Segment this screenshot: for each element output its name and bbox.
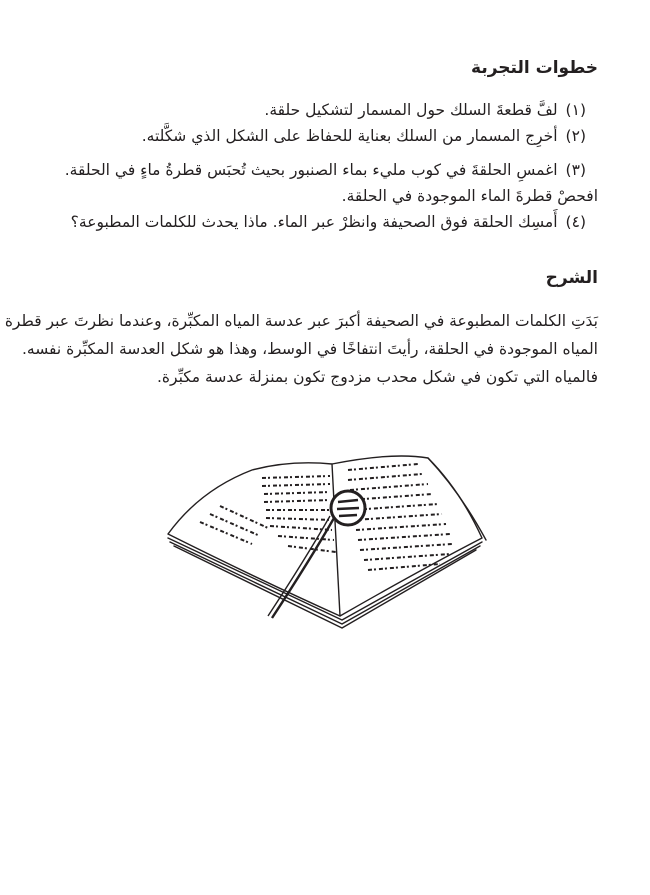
explanation-line: فالمياه التي تكون في شكل محدب مزدوج تكون بمنزلة عدسة مكبِّرة. (156, 368, 598, 386)
step-text: أخرِج المسمار من السلك بعناية للحفاظ على الشكل الذي شكَّلته. (141, 127, 558, 145)
step-item-3 (40, 159, 586, 181)
step-text: أَمسِك الحلقة فوق الصحيفة وانظرْ عبر الماء. ماذا يحدث للكلمات المطبوعة؟ (70, 213, 558, 231)
step-item-3-continuation: افحصْ قطرةَ الماء الموجودة في الحلقة. (341, 187, 598, 205)
step-number: (١) (565, 101, 586, 119)
step-item-1 (40, 99, 586, 121)
steps-heading: خطوات التجربة (471, 58, 598, 78)
step-number: (٣) (565, 161, 586, 179)
explanation-heading: الشرح (545, 268, 598, 288)
step-text: اغمسِ الحلقةَ في كوب مليء بماء الصنبور بحيث تُحبَس قطرةُ ماءٍ في الحلقة. (64, 161, 558, 179)
newspaper-with-wire-loop-magnifier-icon (160, 430, 500, 630)
step-item-2 (40, 125, 586, 147)
step-number: (٢) (565, 127, 586, 145)
step-text: لفَّ قطعةَ السلك حول المسمار لتشكيل حلقة. (264, 101, 558, 119)
step-number: (٤) (565, 213, 586, 231)
explanation-line: المياه الموجودة في الحلقة، رأيتَ انتفاخًا في الوسط، وهذا هو شكل العدسة المكبِّرة نفسه. (21, 340, 598, 358)
explanation-line: بَدَتِ الكلمات المطبوعة في الصحيفة أكبرَ عبر عدسة المياه المكبِّرة، وعندما نظرتَ عبر قطرة (4, 312, 598, 330)
step-item-4 (40, 211, 586, 233)
